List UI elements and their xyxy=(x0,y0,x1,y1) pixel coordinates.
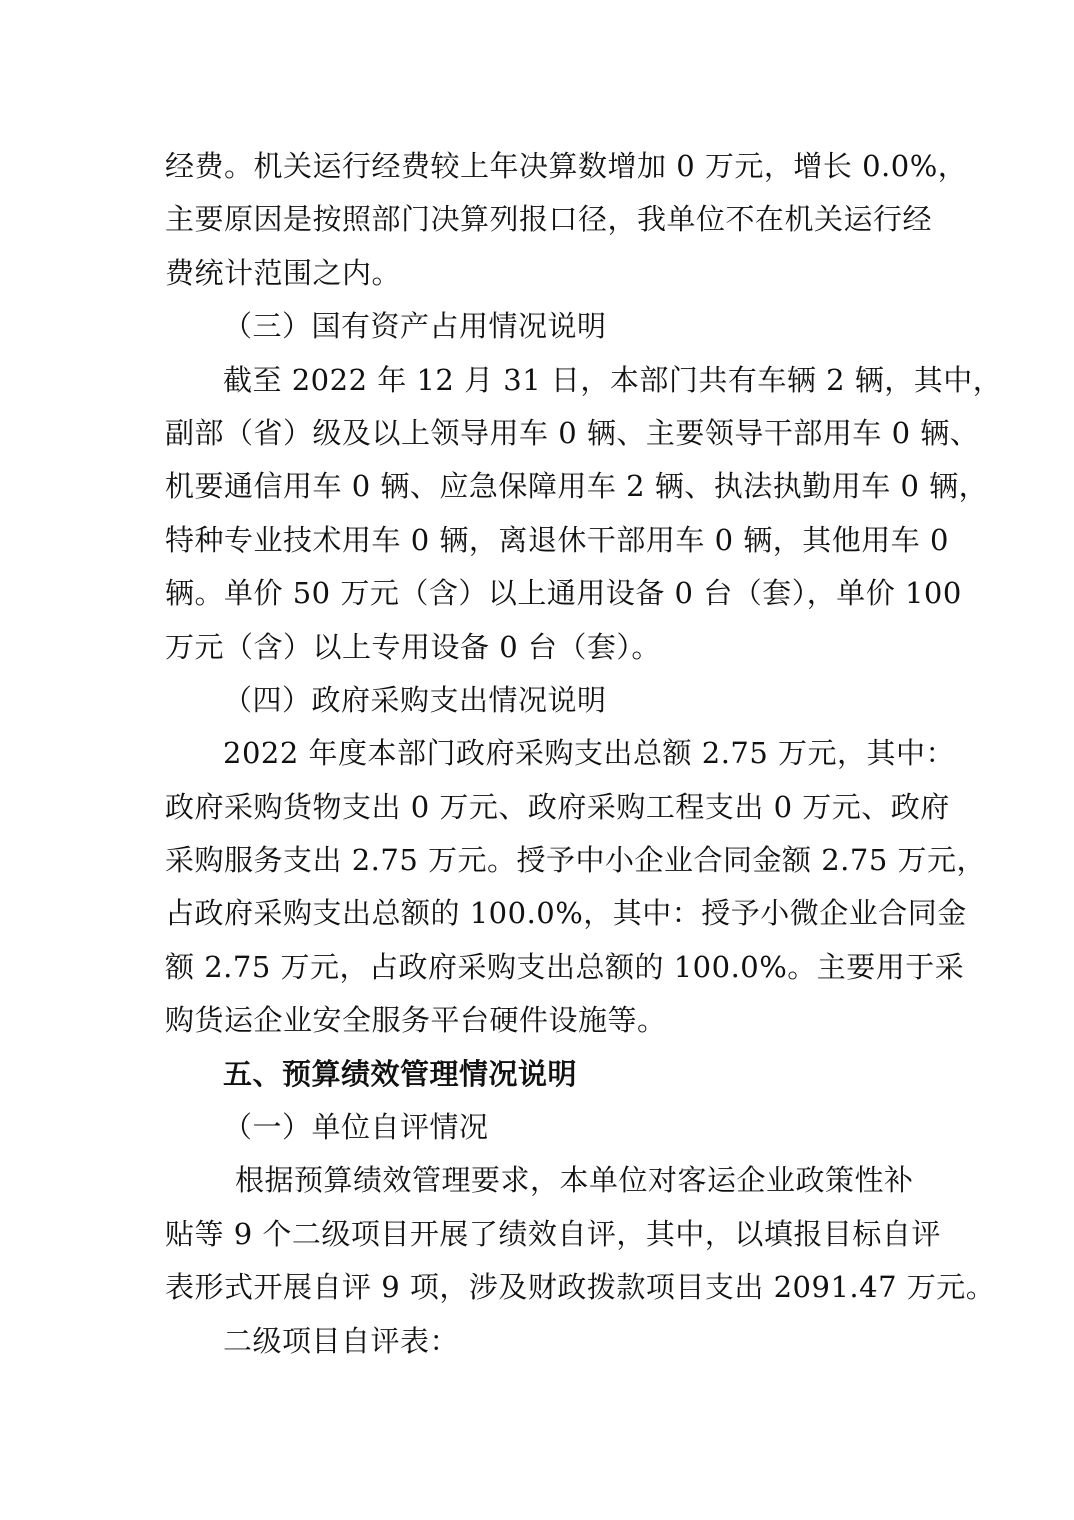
text-line: 表形式开展自评 9 项，涉及财政拨款项目支出 2091.47 万元。 xyxy=(165,1270,996,1305)
table-caption: 二级项目自评表： xyxy=(223,1323,460,1358)
text-line: 额 2.75 万元，占政府采购支出总额的 100.0%。主要用于采 xyxy=(165,949,965,984)
text-line: 万元（含）以上专用设备 0 台（套）。 xyxy=(165,629,661,664)
text-line: 副部（省）级及以上领导用车 0 辆、主要领导干部用车 0 辆、 xyxy=(165,415,980,450)
text-line: 辆。单价 50 万元（含）以上通用设备 0 台（套），单价 100 xyxy=(165,576,962,611)
text-line: 费统计范围之内。 xyxy=(165,255,402,290)
section-heading-assets: （三）国有资产占用情况说明 xyxy=(223,309,607,344)
text-line: 特种专业技术用车 0 辆，离退休干部用车 0 辆，其他用车 0 xyxy=(165,522,949,557)
text-line: 贴等 9 个二级项目开展了绩效自评，其中，以填报目标自评 xyxy=(165,1216,941,1251)
text-line: 占政府采购支出总额的 100.0%，其中：授予小微企业合同金 xyxy=(165,896,967,931)
text-line: 采购服务支出 2.75 万元。授予中小企业合同金额 2.75 万元， xyxy=(165,843,987,878)
text-line: 截至 2022 年 12 月 31 日，本部门共有车辆 2 辆，其中， xyxy=(223,362,1003,397)
text-line: 2022 年度本部门政府采购支出总额 2.75 万元，其中： xyxy=(223,736,956,771)
subsection-heading-self-evaluation: （一）单位自评情况 xyxy=(223,1110,489,1145)
section-heading-procurement: （四）政府采购支出情况说明 xyxy=(223,682,607,717)
text-line: 政府采购货物支出 0 万元、政府采购工程支出 0 万元、政府 xyxy=(165,789,950,824)
text-line: 购货运企业安全服务平台硬件设施等。 xyxy=(165,1003,667,1038)
text-line: 根据预算绩效管理要求，本单位对客运企业政策性补 xyxy=(235,1163,914,1198)
text-line: 主要原因是按照部门决算列报口径，我单位不在机关运行经 xyxy=(165,202,933,237)
section-heading-performance: 五、预算绩效管理情况说明 xyxy=(223,1056,578,1091)
text-line: 机要通信用车 0 辆、应急保障用车 2 辆、执法执勤用车 0 辆， xyxy=(165,469,989,504)
text-line: 经费。机关运行经费较上年决算数增加 0 万元，增长 0.0%， xyxy=(165,149,968,183)
document-body xyxy=(165,140,1003,1368)
